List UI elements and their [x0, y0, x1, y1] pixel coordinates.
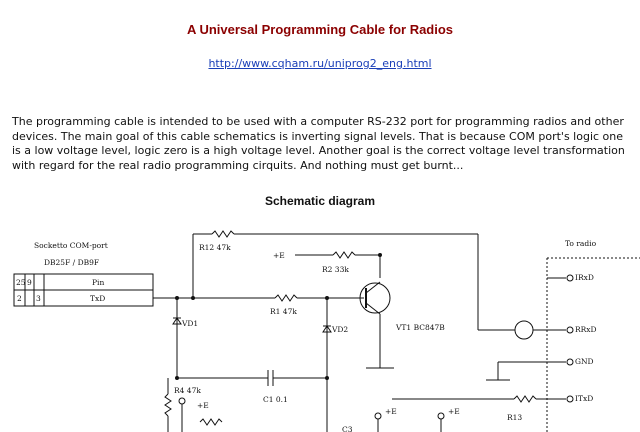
r4-resistor	[165, 394, 171, 416]
r2-label: R2 33k	[322, 265, 349, 274]
page-title: A Universal Programming Cable for Radios	[186, 22, 454, 37]
gnd-terminal	[567, 359, 573, 365]
vt1-label: VT1 BC847B	[396, 323, 445, 332]
plus-e-label-1: +E	[273, 251, 285, 260]
table-header-pin: Pin	[92, 278, 105, 287]
itxd-terminal	[567, 396, 573, 402]
socket-sub-label: DB25F / DB9F	[44, 258, 100, 267]
itxd-label: ITxD	[575, 394, 594, 403]
socket-label: Socketto COM-port	[34, 241, 108, 250]
plus-e-label-4: +E	[448, 407, 460, 416]
rrxd-ring	[515, 321, 533, 339]
table-cell-txd: TxD	[90, 294, 106, 303]
gnd-label: GND	[575, 357, 594, 366]
vt1-transistor	[360, 283, 390, 313]
schematic-heading: Schematic diagram	[264, 194, 376, 208]
plus-e-label-3: +E	[385, 407, 397, 416]
plus-e-label-2: +E	[197, 401, 209, 410]
r1-resistor	[275, 295, 297, 301]
irxd-label: IRxD	[575, 273, 594, 282]
rrxd-label: RRxD	[575, 325, 597, 334]
r13-label: R13	[507, 413, 523, 422]
table-cell-25: 2	[17, 294, 22, 303]
rrxd-terminal	[567, 327, 573, 333]
table-cell-9: 3	[36, 294, 41, 303]
r12-resistor	[212, 231, 234, 237]
table-header-9: 9	[27, 278, 32, 287]
to-radio-label: To radio	[565, 239, 597, 248]
table-header-25: 25	[16, 278, 26, 287]
vd2-label: VD2	[332, 325, 349, 334]
r12-label: R12 47k	[199, 243, 231, 252]
r13-resistor	[514, 396, 536, 402]
r2-resistor	[333, 252, 355, 258]
schematic-diagram	[0, 218, 640, 432]
c3-label: C3	[342, 425, 353, 432]
source-link[interactable]: http://www.cqham.ru/uniprog2_eng.html	[208, 57, 432, 70]
r4-label: R4 47k	[174, 386, 201, 395]
r1-label: R1 47k	[270, 307, 297, 316]
c1-label: C1 0.1	[263, 395, 288, 404]
irxd-terminal	[567, 275, 573, 281]
vd1-label: VD1	[182, 319, 199, 328]
intro-paragraph: The programming cable is intended to be used with a computer RS-232 port for programming radios and other devices. The main goal of this cable schematics is inverting signal levels. That is because COM port's logic one is a low voltage level, logic zero is a high voltage level. Another goal is the correct voltage level transformation with regard for the real radio programming cirquits. And nothing must get burnt...	[12, 115, 625, 172]
